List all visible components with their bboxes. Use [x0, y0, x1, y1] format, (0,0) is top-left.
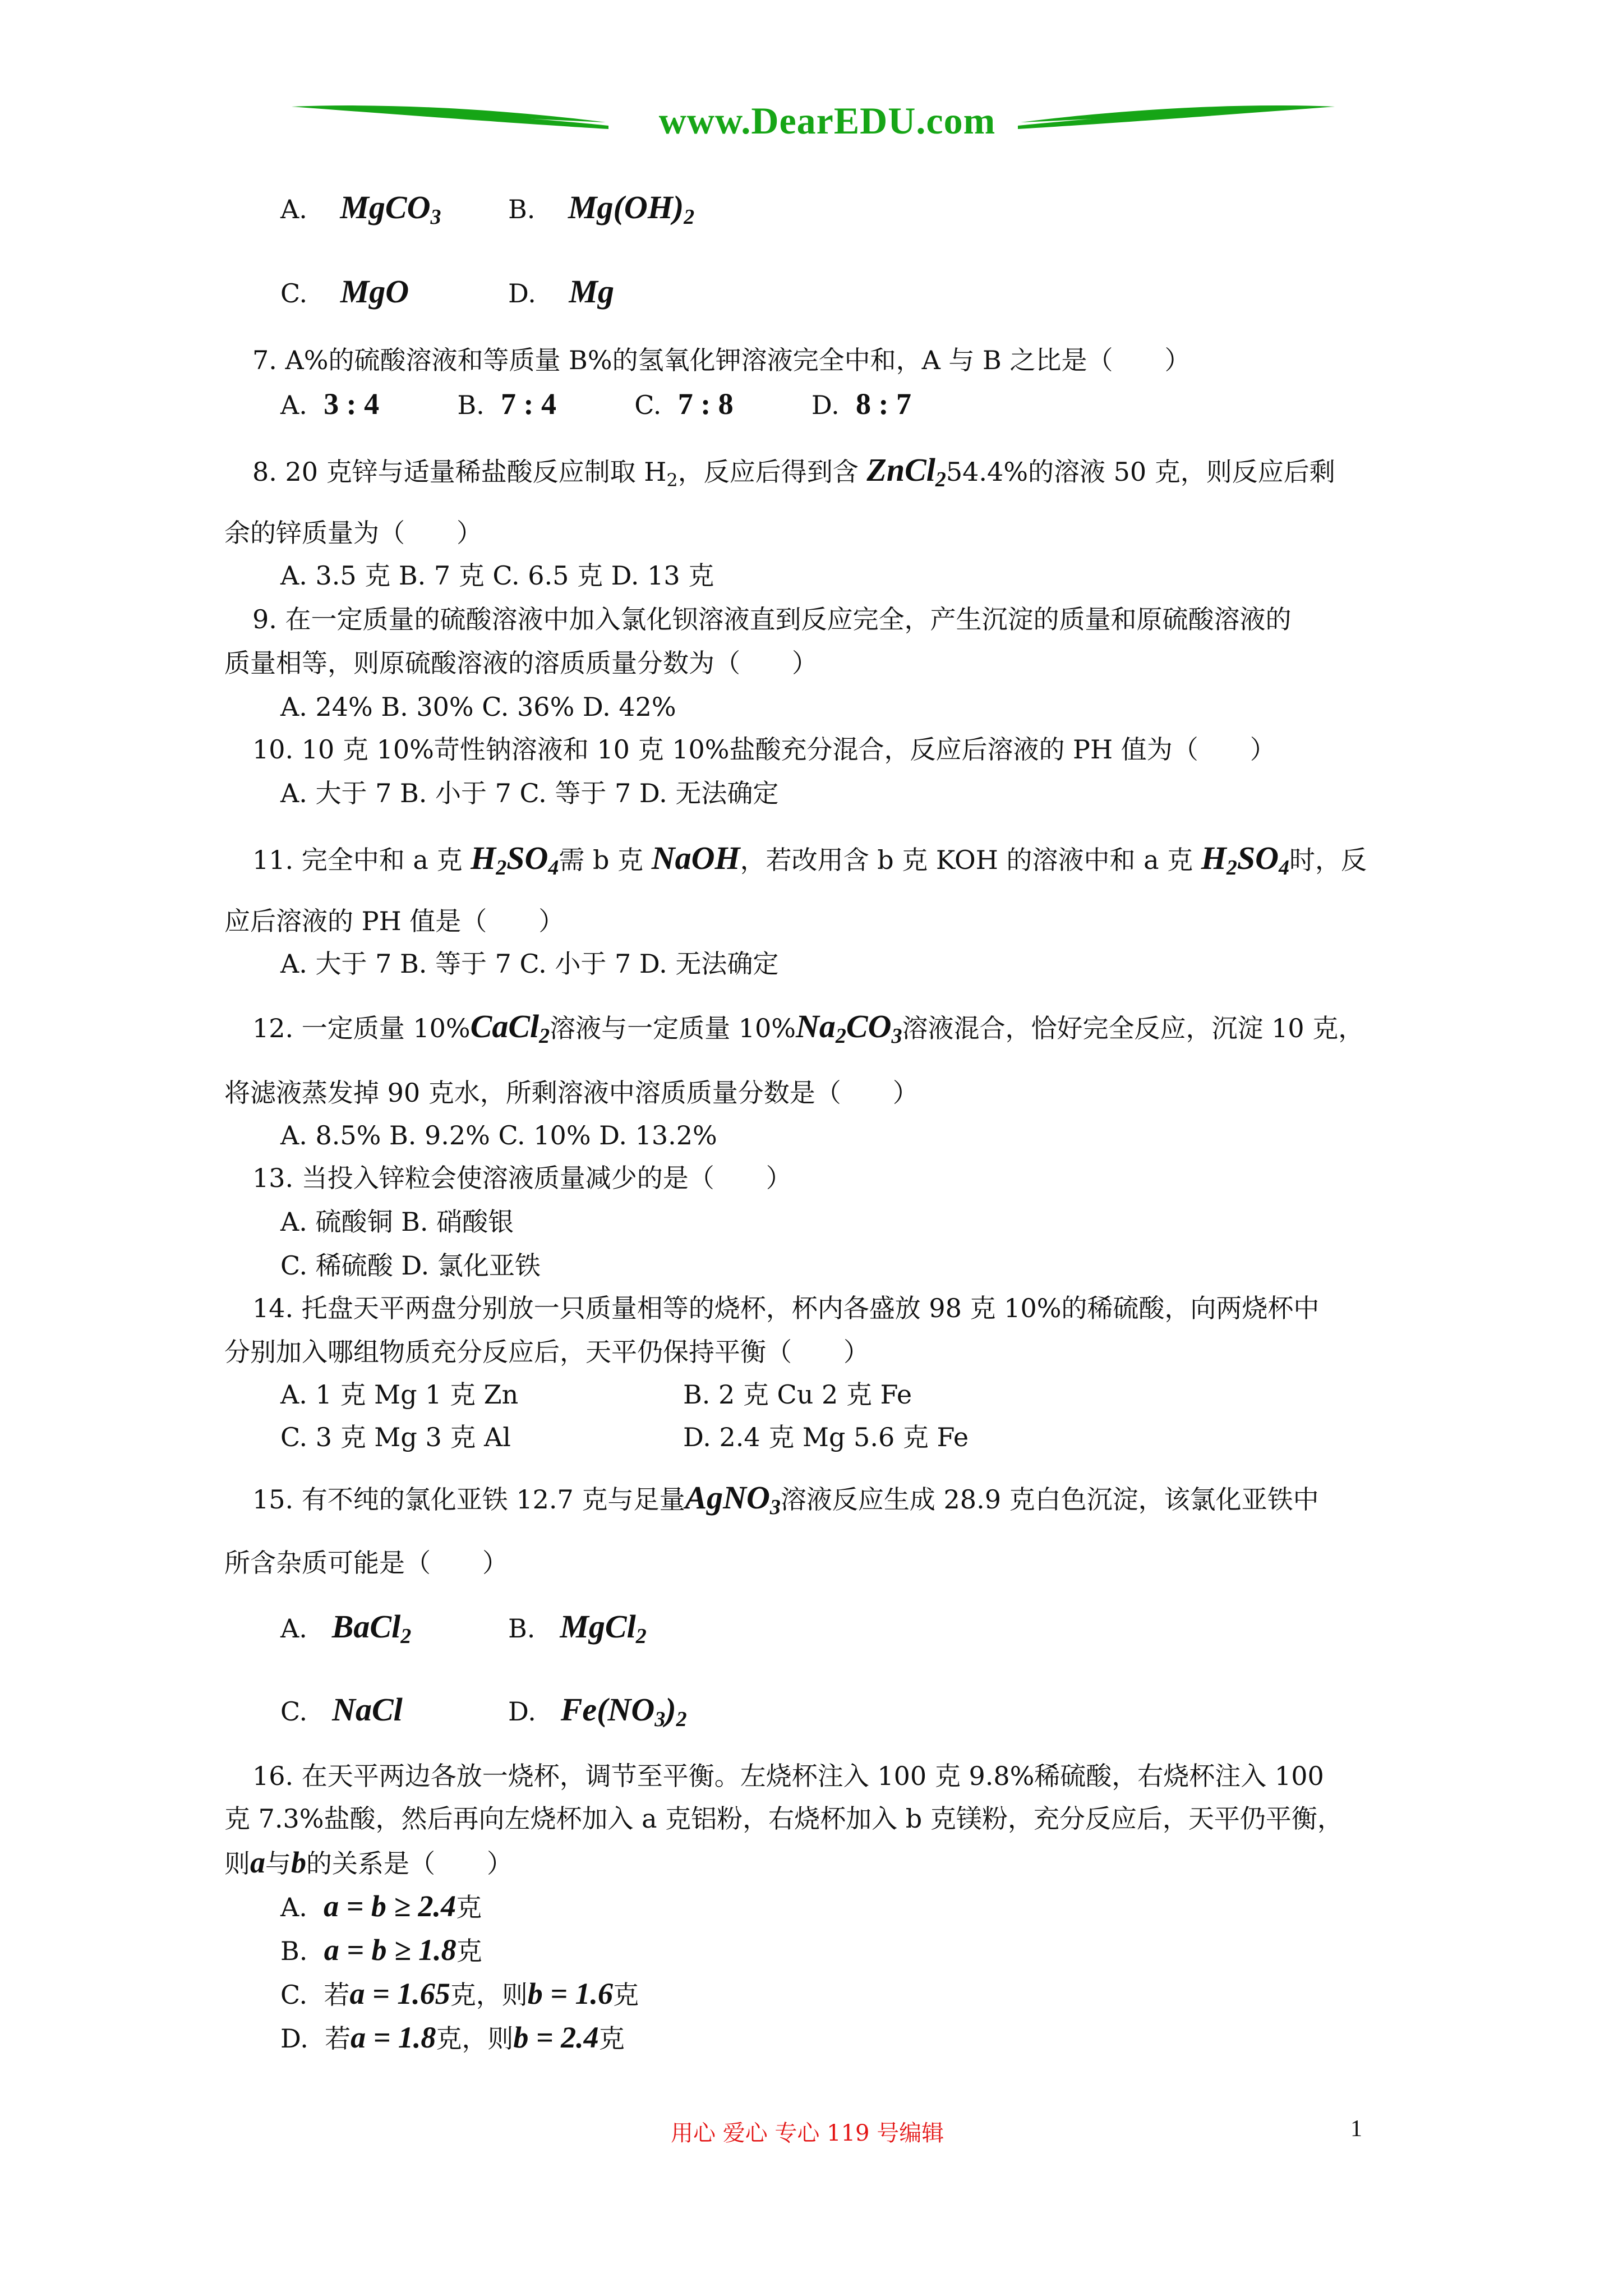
q11-h2so4-formula-1: $H_2SO_4$ [471, 840, 559, 880]
page-number: 1 [1350, 2116, 1362, 2142]
q11-stem-line1: 11. 完全中和 a 克 $H_2SO_4$需 b 克 NaOH，若改用含 b 克 KOH 的溶液中和 a 克 $H_2SO_4$时，反 [252, 840, 1367, 880]
q16-stem-line3: 则a与b的关系是（ ） [224, 1846, 513, 1879]
q16-option-b: B. a = b ≥ 1.8克 [280, 1933, 482, 1967]
q6-d-label: D. [508, 278, 536, 309]
q11-options: A. 大于 7 B. 等于 7 C. 小于 7 D. 无法确定 [280, 949, 779, 979]
q15-stem-line1: 15. 有不纯的氯化亚铁 12.7 克与足量AgNO$_3$溶液反应生成 28.9 克白色沉淀，该氯化亚铁中 [252, 1479, 1319, 1519]
q13-options-row2: C. 稀硫酸 D. 氯化亚铁 [280, 1250, 541, 1281]
q15-option-b: B. MgCl$_2$ [508, 1608, 647, 1648]
q11-h2so4-formula-2: $H_2SO_4$ [1201, 840, 1290, 880]
q15-option-c: C. NaCl [280, 1691, 403, 1728]
q8-formula: ZnCl$_2$ [866, 452, 946, 491]
q6-a-formula: MgCO$_3$ [340, 189, 441, 229]
q16-var-b: b [291, 1846, 306, 1879]
q9-options: A. 24% B. 30% C. 36% D. 42% [280, 692, 676, 722]
q8-options: A. 3.5 克 B. 7 克 C. 6.5 克 D. 13 克 [280, 560, 714, 591]
q7-stem: 7. A%的硫酸溶液和等质量 B%的氢氧化钾溶液完全中和，A 与 B 之比是（ ） [252, 345, 1191, 375]
q11-naoh-formula: NaOH [651, 840, 740, 876]
q15-d-formula: $Fe(NO_3)_2$ [560, 1691, 687, 1731]
q13-options-row1: A. 硫酸铜 B. 硝酸银 [280, 1207, 514, 1237]
q16-option-c: C. 若a = 1.65克，则b = 1.6克 [280, 1977, 639, 2010]
q9-stem-line1: 9. 在一定质量的硫酸溶液中加入氯化钡溶液直到反应完全，产生沉淀的质量和原硫酸溶液的 [252, 604, 1292, 634]
q6-d-formula: Mg [569, 273, 614, 310]
q14-option-d: D. 2.4 克 Mg 5.6 克 Fe [683, 1422, 969, 1452]
q12-na2co3-formula: $Na_2CO_3$ [796, 1008, 902, 1048]
q16-var-a: a [250, 1846, 265, 1879]
q14-option-a: A. 1 克 Mg 1 克 Zn [280, 1379, 519, 1410]
q15-option-d: D. $Fe(NO_3)_2$ [508, 1691, 687, 1731]
q15-b-formula: MgCl$_2$ [560, 1608, 647, 1648]
q15-c-formula: NaCl [332, 1691, 403, 1728]
q15-stem-line2: 所含杂质可能是（ ） [224, 1548, 508, 1578]
q16-option-d: D. 若a = 1.8克，则b = 2.4克 [280, 2021, 625, 2054]
q16-option-a: A. a = b ≥ 2.4克 [280, 1889, 482, 1923]
q6-option-d [508, 275, 614, 310]
q8-stem-line2: 余的锌质量为（ ） [224, 518, 482, 548]
q14-stem-line1: 14. 托盘天平两盘分别放一只质量相等的烧杯，杯内各盛放 98 克 10%的稀硫酸，向两烧杯中 [252, 1293, 1320, 1323]
q14-option-b: B. 2 克 Cu 2 克 Fe [683, 1379, 912, 1410]
q8-stem-line1: 8. 20 克锌与适量稀盐酸反应制取 $H_2$，反应后得到含 ZnCl$_2$54.4%的溶液 50 克，则反应后剩 [252, 452, 1335, 491]
q6-option-a [280, 191, 441, 234]
q15-agno3-formula: AgNO$_3$ [685, 1479, 781, 1519]
q6-c-label: C. [280, 278, 308, 309]
q10-stem: 10. 10 克 10%苛性钠溶液和 10 克 10%盐酸充分混合，反应后溶液的 PH 值为（ ） [252, 734, 1276, 765]
site-logo-text: www.DearEDU.com [658, 99, 996, 142]
q14-option-c: C. 3 克 Mg 3 克 Al [280, 1422, 511, 1452]
q16-stem-line1: 16. 在天平两边各放一烧杯，调节至平衡。左烧杯注入 100 克 9.8%稀硫酸，右烧杯注入 100 [252, 1761, 1324, 1791]
q12-options: A. 8.5% B. 9.2% C. 10% D. 13.2% [280, 1120, 717, 1151]
q6-c-formula: MgO [340, 273, 409, 310]
q14-stem-line2: 分别加入哪组物质充分反应后，天平仍保持平衡（ ） [224, 1337, 869, 1367]
q12-cacl2-formula: CaCl$_2$ [470, 1008, 550, 1048]
footer-text: 用心 爱心 专心 119 号编辑 [671, 2120, 944, 2146]
q7-options: A. 3 : 4 B. 7 : 4 C. 7 : 8 D. 8 : 7 [280, 387, 912, 421]
q16-stem-line2: 克 7.3%盐酸，然后再向左烧杯加入 a 克铝粉，右烧杯加入 b 克镁粉，充分反应后，天平仍平衡， [224, 1803, 1343, 1834]
q10-options: A. 大于 7 B. 小于 7 C. 等于 7 D. 无法确定 [280, 778, 779, 808]
q6-a-label: A. [280, 194, 307, 224]
q15-option-a: A. BaCl$_2$ [280, 1608, 412, 1648]
q13-stem: 13. 当投入锌粒会使溶液质量减少的是（ ） [252, 1163, 792, 1193]
q12-stem-line1: 12. 一定质量 10%CaCl$_2$溶液与一定质量 $10\%Na_2CO_3$溶液混合，恰好完全反应，沉淀 10 克， [252, 1008, 1364, 1048]
q15-a-formula: BaCl$_2$ [331, 1608, 412, 1648]
q6-b-formula: $Mg(OH)_2$ [568, 189, 695, 229]
q12-stem-line2: 将滤液蒸发掉 90 克水，所剩溶液中溶质质量分数是（ ） [224, 1078, 919, 1108]
q11-stem-line2: 应后溶液的 PH 值是（ ） [224, 906, 565, 936]
q6-b-label: B. [508, 194, 536, 224]
q6-option-c [280, 275, 409, 310]
q9-stem-line2: 质量相等，则原硫酸溶液的溶质质量分数为（ ） [224, 648, 818, 678]
q6-option-b [508, 191, 694, 234]
